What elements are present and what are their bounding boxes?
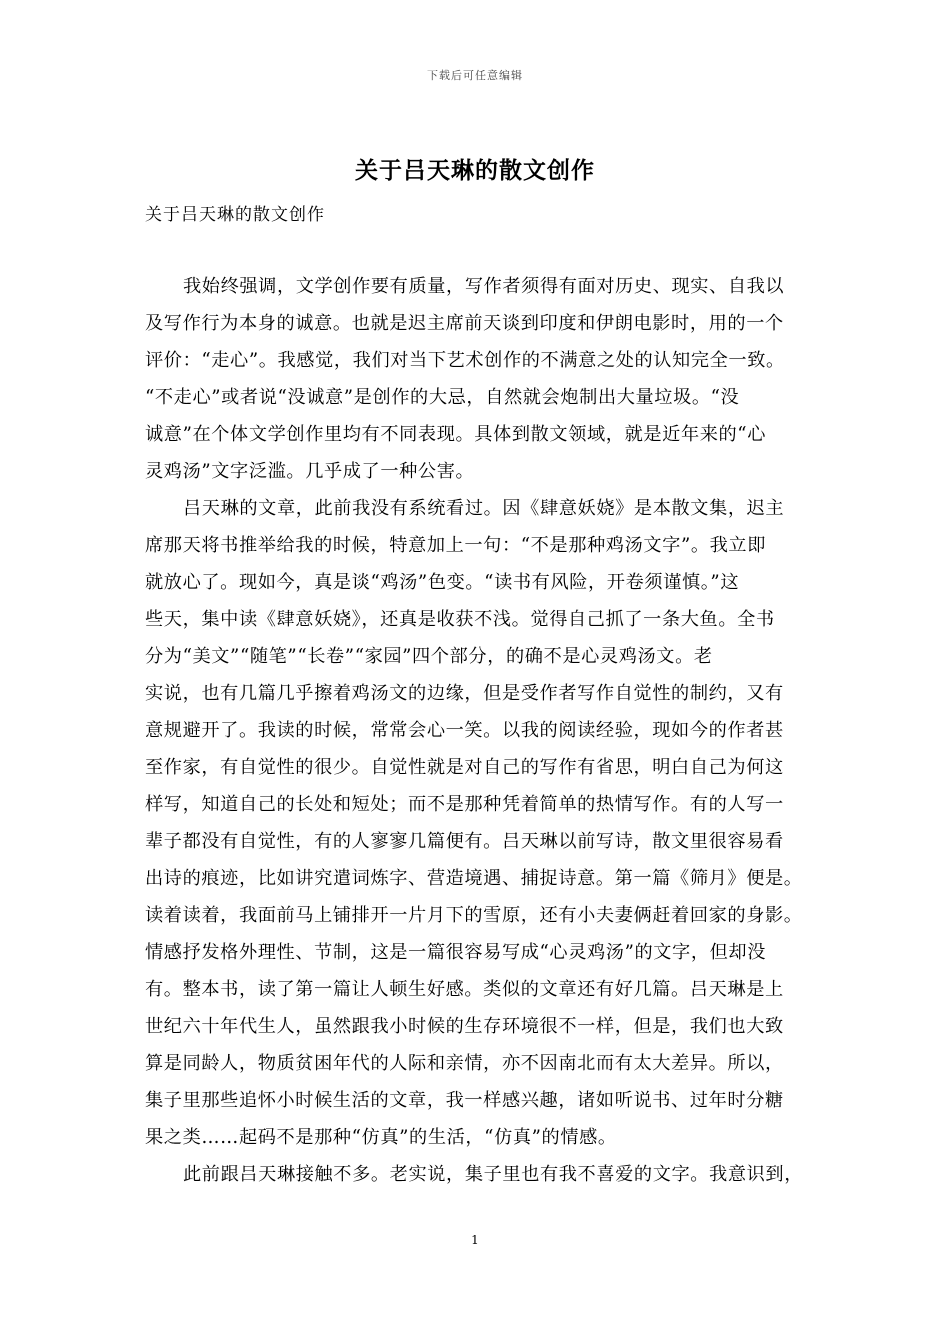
- body-line: 席那天将书推举给我的时候，特意加上一句：“不是那种鸡汤文字”。我立即: [145, 535, 766, 556]
- body-line: 果之类……起码不是那种“仿真”的生活，“仿真”的情感。: [145, 1127, 617, 1148]
- body-line: 及写作行为本身的诚意。也就是迟主席前天谈到印度和伊朗电影时，用的一个: [145, 313, 784, 334]
- body-line: 诚意”在个体文学创作里均有不同表现。具体到散文领域，就是近年来的“心: [145, 424, 766, 445]
- page-number: 1: [471, 1233, 479, 1247]
- body-line: “不走心”或者说“没诚意”是创作的大忌，自然就会炮制出大量垃圾。“没: [145, 387, 740, 408]
- body-line: 我始终强调，文学创作要有质量，写作者须得有面对历史、现实、自我以: [183, 276, 785, 297]
- body-line: 有。整本书，读了第一篇让人顿生好感。类似的文章还有好几篇。吕天琳是上: [145, 979, 784, 1000]
- body-line: 些天，集中读《肆意妖娆》，还真是收获不浅。觉得自己抓了一条大鱼。全书: [145, 609, 775, 630]
- body-line: 世纪六十年代生人，虽然跟我小时候的生存环境很不一样，但是，我们也大致: [145, 1016, 784, 1037]
- body-line: 集子里那些追怀小时候生活的文章，我一样感兴趣，诸如听说书、过年时分糖: [145, 1090, 784, 1111]
- body-line: 出诗的痕迹，比如讲究遣词炼字、营造境遇、捕捉诗意。第一篇《筛月》便是。: [145, 868, 803, 889]
- body-line: 此前跟吕天琳接触不多。老实说，集子里也有我不喜爱的文字。我意识到，: [183, 1164, 803, 1185]
- document-title: 关于吕天琳的散文创作: [355, 157, 595, 184]
- body-line: 评价：“走心”。我感觉，我们对当下艺术创作的不满意之处的认知完全一致。: [145, 350, 785, 371]
- body-text: [145, 268, 815, 1193]
- body-line: 意规避开了。我读的时候，常常会心一笑。以我的阅读经验，现如今的作者甚: [145, 720, 784, 741]
- body-line: 辈子都没有自觉性，有的人寥寥几篇便有。吕天琳以前写诗，散文里很容易看: [145, 831, 784, 852]
- body-line: 情感抒发格外理性、节制，这是一篇很容易写成“心灵鸡汤”的文字，但却没: [145, 942, 766, 963]
- body-line: 灵鸡汤”文字泛滥。几乎成了一种公害。: [145, 461, 475, 482]
- document-subtitle: 关于吕天琳的散文创作: [145, 205, 325, 225]
- body-line: 实说，也有几篇几乎擦着鸡汤文的边缘，但是受作者写作自觉性的制约，又有: [145, 683, 784, 704]
- body-line: 样写，知道自己的长处和短处；而不是那种凭着简单的热情写作。有的人写一: [145, 794, 784, 815]
- page-header: 下载后可任意编辑: [427, 69, 523, 82]
- body-line: 吕天琳的文章，此前我没有系统看过。因《肆意妖娆》是本散文集，迟主: [183, 498, 785, 519]
- body-line: 至作家，有自觉性的很少。自觉性就是对自己的写作有省思，明白自己为何这: [145, 757, 784, 778]
- body-line: 读着读着，我面前马上铺排开一片月下的雪原，还有小夫妻俩赶着回家的身影。: [145, 905, 803, 926]
- body-line: 算是同龄人，物质贫困年代的人际和亲情，亦不因南北而有太大差异。所以，: [145, 1053, 784, 1074]
- body-line: 就放心了。现如今，真是谈“鸡汤”色变。“读书有风险，开卷须谨慎。”这: [145, 572, 740, 593]
- body-line: 分为“美文”“随笔”“长卷”“家园”四个部分，的确不是心灵鸡汤文。老: [145, 646, 713, 667]
